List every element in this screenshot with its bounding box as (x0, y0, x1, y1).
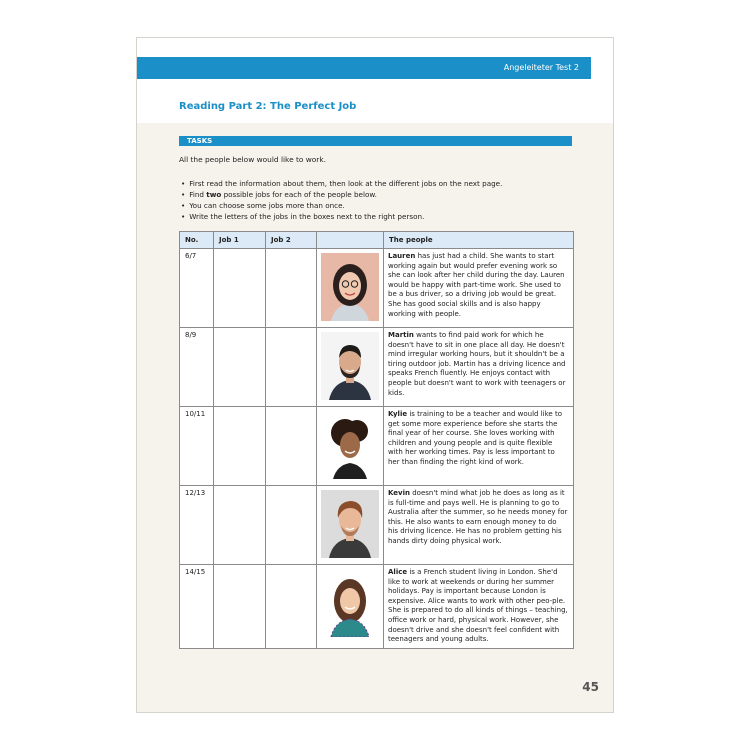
row-number: 10/11 (180, 407, 214, 486)
header-label: Angeleiteter Test 2 (503, 63, 579, 72)
job1-box[interactable] (214, 565, 266, 649)
person-description: wants to find paid work for which he doesn't have to sit in one place all day. He doesn't mind irregular working hours, but it shouldn't be a tiring outdoor job. Martin has a driving licence and speaks French fluently. He enjoys contact with people but doesn't want to work with teenagers or kids. (388, 331, 566, 397)
person-name: Martin (388, 331, 414, 339)
row-number: 6/7 (180, 249, 214, 328)
table-row (180, 249, 574, 328)
person-name: Alice (388, 568, 408, 576)
job1-box[interactable] (214, 486, 266, 565)
person-name: Kevin (388, 489, 410, 497)
header-no: No. (180, 232, 214, 249)
job2-box[interactable] (266, 407, 317, 486)
portrait-photo-alice (321, 569, 379, 637)
person-description: doesn't mind what job he does as long as it is full-time and pays well. He is planning to go to Australia after the summer, so he needs money for this. He also wants to earn enough money to do his driving licence. He has no problem getting his hands dirty doing physical work. (388, 489, 568, 545)
job2-box[interactable] (266, 486, 317, 565)
tasks-bar (179, 136, 572, 146)
intro-text: All the people below would like to work. (179, 155, 326, 164)
table-row (180, 328, 574, 407)
header-job2: Job 2 (266, 232, 317, 249)
table-row (180, 407, 574, 486)
header-job1: Job 1 (214, 232, 266, 249)
job1-box[interactable] (214, 249, 266, 328)
table-row (180, 486, 574, 565)
portrait-photo-kevin (321, 490, 379, 558)
job2-box[interactable] (266, 565, 317, 649)
header-people: The people (384, 232, 574, 249)
portrait-photo-lauren (321, 253, 379, 321)
instruction-item: • First read the information about them, then look at the different jobs on the next page. (181, 178, 502, 189)
job2-box[interactable] (266, 249, 317, 328)
header-photo (317, 232, 384, 249)
page-number: 45 (582, 680, 599, 694)
row-number: 8/9 (180, 328, 214, 407)
header-bar (137, 57, 591, 79)
job2-box[interactable] (266, 328, 317, 407)
workbook-page (136, 37, 614, 713)
tasks-label: TASKS (187, 137, 213, 145)
job1-box[interactable] (214, 407, 266, 486)
instruction-item: • Find two possible jobs for each of the people below. (181, 189, 502, 200)
section-title: Reading Part 2: The Perfect Job (179, 101, 357, 112)
job1-box[interactable] (214, 328, 266, 407)
person-name: Lauren (388, 252, 416, 260)
portrait-photo-kylie (321, 411, 379, 479)
row-number: 14/15 (180, 565, 214, 649)
instruction-item: • Write the letters of the jobs in the boxes next to the right person. (181, 211, 502, 222)
portrait-photo-martin (321, 332, 379, 400)
task-instructions (181, 178, 502, 222)
instruction-item: • You can choose some jobs more than once. (181, 200, 502, 211)
row-number: 12/13 (180, 486, 214, 565)
table-row (180, 565, 574, 649)
person-description: has just had a child. She wants to start working again but would prefer evening work so she can look after her child during the day. Lauren would be happy with part-time work. She used to be a bus driver, so a driving job would be great. She has good social skills and is also happy working with people. (388, 252, 565, 318)
person-description: is training to be a teacher and would like to get some more experience before she starts the final year of her course. She loves working with children and young people and is quite flexible with her working times. Pay is less important to her than finding the right kind of work. (388, 410, 562, 466)
person-name: Kylie (388, 410, 408, 418)
people-table (179, 231, 574, 649)
person-description: is a French student living in London. She'd like to work at weekends or during her summer holidays. Pay is important because London is expensive. Alice wants to work with other peo-ple. She is prepared to do all kinds of things – teaching, office work or hard, physical work. However, she doesn't drive and she doesn't feel confident with teenagers and young adults. (388, 568, 568, 644)
